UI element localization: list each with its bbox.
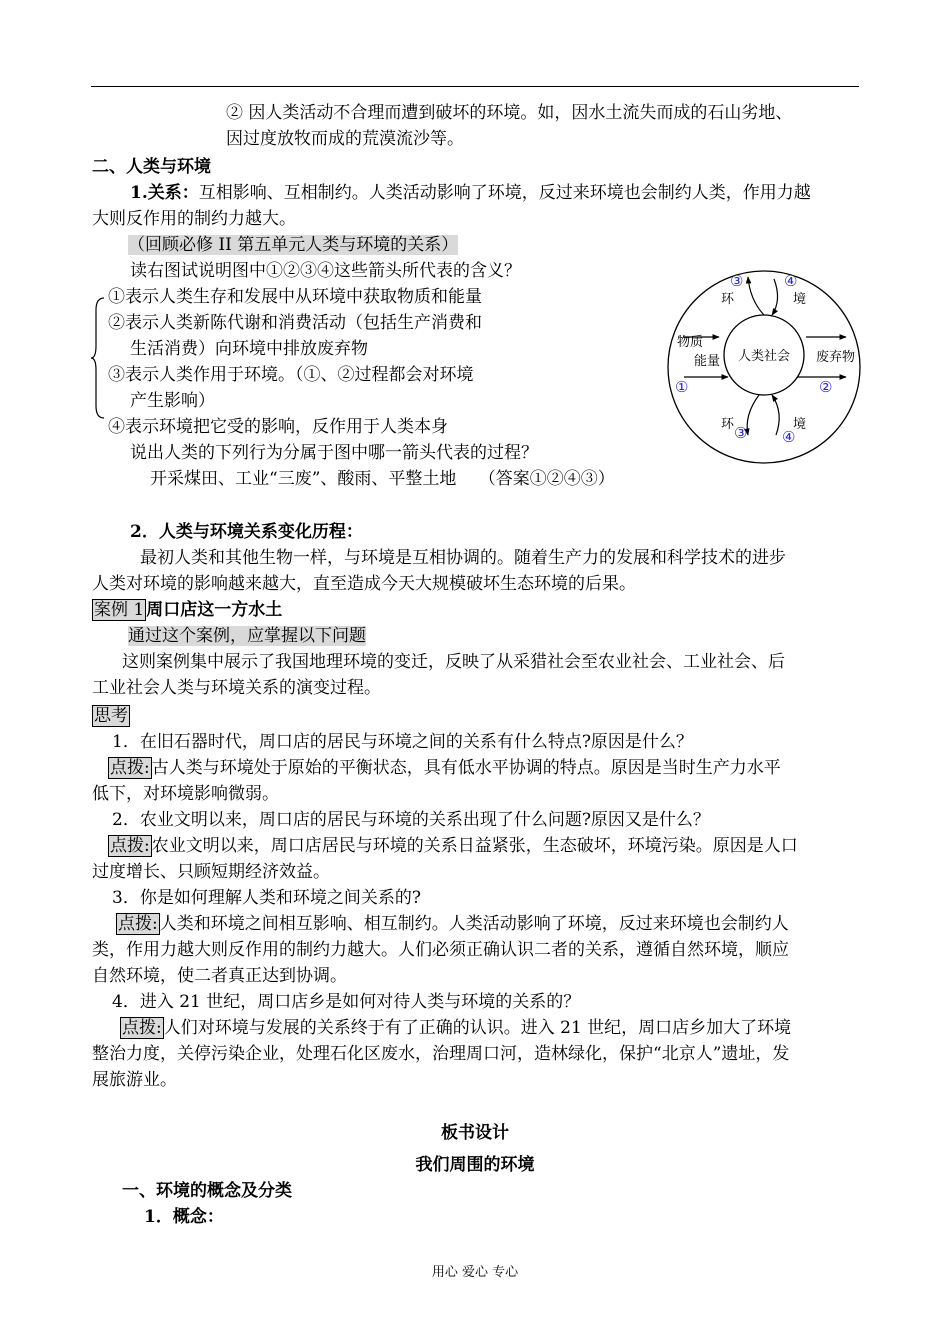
answer-text: 农业文明以来，周口店居民与环境的关系日益紧张，生态破坏，环境污染。原因是人口 [151,836,798,856]
case-note [128,624,366,648]
case-title: 周口店这一方水土 [146,600,283,620]
answer-cont: 类，作用力越大则反作用的制约力越大。人们必须正确认识二者的关系，遵循自然环境，顺应 [92,940,789,960]
board-subtitle: 我们周围的环境 [415,1155,535,1175]
meaning-item: ③表示人类作用于环境。（①、②过程都会对环境 [108,365,474,385]
label-env-a: 环 [721,292,735,307]
meaning-item: ④表示环境把它受的影响，反作用于人类本身 [108,417,448,437]
arrow-number-3: ③ [730,272,744,290]
review-note-text: （回顾必修 II 第五单元人类与环境的关系） [128,235,459,255]
board-heading: 一、环境的概念及分类 [122,1181,292,1201]
answer-cont: 低下，对环境影响微弱。 [92,784,279,804]
think-tag: 思考 [94,706,128,726]
paragraph: 最初人类和其他生物一样，与环境是互相协调的。随着生产力的发展和科学技术的进步 [140,548,786,568]
paragraph: 工业社会人类与环境关系的演变过程。 [92,678,381,698]
label-env-a: 环 [721,417,735,432]
question: 说出人类的下列行为分属于图中哪一箭头代表的过程？ [130,443,538,463]
question: 4．进入 21 世纪，周口店乡是如何对待人类与环境的关系的？ [112,992,581,1012]
tip-tag: 点拨: [110,758,150,778]
tip-tag: 点拨: [110,836,150,856]
answer [116,912,789,936]
board-subheading: 1．概念： [144,1207,224,1227]
meaning-item: ①表示人类生存和发展中从环境中获取物质和能量 [108,287,482,307]
label-env-b: 境 [793,417,807,432]
answer-text: 人类和环境之间相互影响、相互制约。人类活动影响了环境，反过来环境也会制约人 [159,914,789,934]
label-human-society: 人类社会 [737,349,791,364]
arrow-number-4: ④ [784,272,798,290]
label-waste: 废弃物 [816,350,856,365]
human-environment-diagram [664,265,864,470]
answer [120,1016,791,1040]
answer-cont: 展旅游业。 [92,1070,177,1090]
review-note [128,233,458,257]
arrow-number-4: ④ [782,428,796,446]
label-env-b: 境 [793,292,807,307]
header-rule [91,86,859,87]
arrow-number-1: ① [675,378,689,396]
answer-cont: 整治力度，关停污染企业，处理石化区废水，治理周口河，造林绿化，保护“北京人”遗址，发 [92,1044,790,1064]
label-energy: 能量 [694,354,721,369]
answer [108,834,798,858]
label-material: 物质 [677,335,704,350]
page-footer: 用心 爱心 专心 [431,1265,519,1280]
tip-tag: 点拨: [118,914,158,934]
paragraph [130,181,811,205]
case-header [92,598,282,622]
think-header [92,704,130,728]
paragraph: 人类对环境的影响越来越大，直至造成今天大规模破坏生态环境的后果。 [92,574,636,594]
curly-brace-icon [90,296,106,420]
subheading: 2．人类与环境关系变化历程： [130,522,363,542]
arrow-number-3: ③ [734,424,748,442]
paragraph-text: 互相影响、互相制约。人类活动影响了环境，反过来环境也会制约人类，作用力越 [198,183,811,203]
section-heading: 二、人类与环境 [92,157,211,177]
question: 1．在旧石器时代，周口店的居民与环境之间的关系有什么特点?原因是什么？ [112,732,693,752]
list-item: 因过度放牧而成的荒漠流沙等。 [226,129,464,149]
meaning-item: 生活消费）向环境中排放废弃物 [130,339,368,359]
paragraph: 大则反作用的制约力越大。 [92,209,296,229]
list-item: ② 因人类活动不合理而遭到破坏的环境。如，因水土流失而成的石山劣地、 [226,103,793,123]
answer-line: 开采煤田、工业“三废”、酸雨、平整土地 （答案①②④③） [150,469,615,489]
answer-text: 人们对环境与发展的关系终于有了正确的认识。进入 21 世纪，周口店乡加大了环境 [163,1018,792,1038]
board-title: 板书设计 [441,1123,509,1143]
case-note-text: 通过这个案例，应掌握以下问题 [128,626,366,646]
meaning-item: 产生影响） [130,391,215,411]
answer-text: 古人类与环境处于原始的平衡状态，具有低水平协调的特点。原因是当时生产力水平 [151,758,781,778]
answer [108,756,781,780]
arrow-number-2: ② [819,378,833,396]
case-tag: 案例 1 [94,600,145,620]
answer-cont: 自然环境，使二者真正达到协调。 [92,966,347,986]
paragraph: 这则案例集中展示了我国地理环境的变迁，反映了从采猎社会至农业社会、工业社会、后 [122,652,785,672]
meaning-item: ②表示人类新陈代谢和消费活动（包括生产消费和 [108,313,482,333]
question: 2．农业文明以来，周口店的居民与环境的关系出现了什么问题?原因又是什么？ [112,810,710,830]
paragraph-label: 1.关系： [130,183,199,203]
question: 3．你是如何理解人类和环境之间关系的? [112,888,421,908]
tip-tag: 点拨: [122,1018,162,1038]
question-prompt: 读右图试说明图中①②③④这些箭头所代表的含义？ [130,261,521,281]
answer-cont: 过度增长、只顾短期经济效益。 [92,862,330,882]
